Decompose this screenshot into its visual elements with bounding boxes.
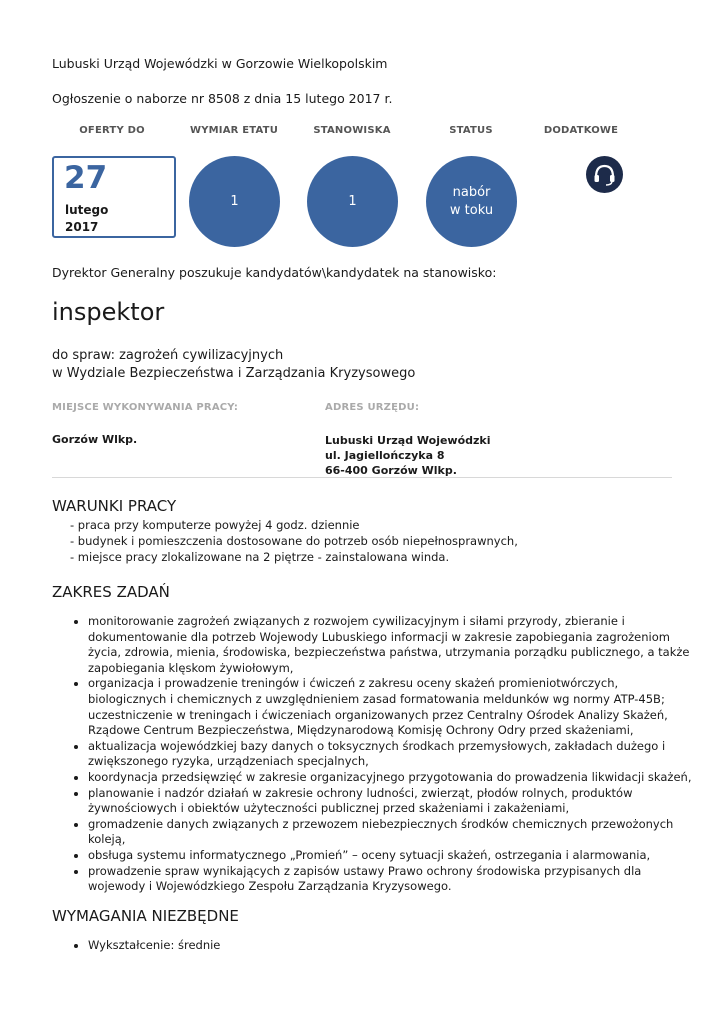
notice-number: Ogłoszenie o naborze nr 8508 z dnia 15 lutego 2017 r. — [52, 91, 393, 106]
zakres-list — [70, 614, 698, 895]
list-item: • koordynacja przedsięwzięć w zakresie organizacyjnego przygotowania do prowadzenia likwidacji skażeń, — [88, 770, 698, 786]
work-place: Gorzów Wlkp. — [52, 433, 138, 446]
deadline-month: lutego — [65, 203, 109, 217]
column-header-stanowiska: STANOWISKA — [313, 125, 391, 136]
status-circle — [426, 156, 517, 247]
list-item: - budynek i pomieszczenia dostosowane do potrzeb osób niepełnosprawnych, — [70, 534, 518, 548]
headset-icon[interactable] — [586, 156, 623, 193]
wymagania-list — [70, 938, 698, 954]
list-item: • organizacja i prowadzenie treningów i ćwiczeń z zakresu oceny skażeń promieniotwórczych, biologicznych i chemicznych z uwzględnieniem zasad formatowania meldunków wg normy ATP-45B; uczestniczenie w treningach i ćwiczeniach organizowanych przez Centralny Ośrodek Analizy Skażeń, Rządowe Centrum Bezpieczeństwa, Międzynarodową Komisję Ochrony Odry przed skażeniami, — [88, 676, 698, 738]
warunki-list — [70, 517, 518, 565]
column-header-status: STATUS — [449, 125, 493, 136]
organization-name: Lubuski Urząd Wojewódzki w Gorzowie Wielkopolskim — [52, 56, 388, 71]
list-item: • prowadzenie spraw wynikających z zapisów ustawy Prawo ochrony środowiska przypisanych dla wojewody i Wojewódzkiego Zespołu Zarządzania Kryzysowego. — [88, 864, 698, 895]
section-heading-warunki: WARUNKI PRACY — [52, 497, 177, 515]
address-line-3: 66-400 Gorzów Wlkp. — [325, 464, 457, 477]
list-item: - miejsce pracy zlokalizowane na 2 piętrze - zainstalowana winda. — [70, 550, 450, 564]
address-line-1: Lubuski Urząd Wojewódzki — [325, 434, 491, 447]
list-item: • aktualizacja wojewódzkiej bazy danych o toksycznych środkach przemysłowych, zakładach dużego i zwiększonego ryzyka, urządzeniach specjalnych, — [88, 739, 698, 770]
column-header-dodatkowe: DODATKOWE — [543, 125, 619, 136]
job-subtitle-2: w Wydziale Bezpieczeństwa i Zarządzania Kryzysowego — [52, 366, 416, 381]
column-header-oferty: OFERTY DO — [79, 125, 145, 136]
address-line-2: ul. Jagiellończyka 8 — [325, 449, 445, 462]
section-heading-wymagania: WYMAGANIA NIEZBĘDNE — [52, 907, 239, 925]
divider — [52, 477, 672, 478]
list-item: • obsługa systemu informatycznego „Promień” – oceny sytuacji skażeń, ostrzegania i alarmowania, — [88, 848, 698, 864]
stanowiska-value: 1 — [348, 193, 357, 209]
deadline-year: 2017 — [65, 220, 99, 234]
list-item: • planowanie i nadzór działań w zakresie ochrony ludności, zwierząt, płodów rolnych, produktów żywnościowych i obiektów użyteczności publicznej przed skażeniami i zakażeniami, — [88, 786, 698, 817]
status-line-1: nabór — [452, 184, 491, 200]
deadline-date-box — [52, 156, 176, 238]
job-subtitle-1: do spraw: zagrożeń cywilizacyjnych — [52, 348, 284, 363]
list-item: - praca przy komputerze powyżej 4 godz. dziennie — [70, 518, 360, 532]
place-label: MIEJSCE WYKONYWANIA PRACY: — [52, 402, 239, 413]
job-title: inspektor — [52, 298, 165, 326]
column-header-etat: WYMIAR ETATU — [189, 125, 279, 136]
list-item: • Wykształcenie: średnie — [88, 938, 698, 954]
list-item: • gromadzenie danych związanych z przewozem niebezpiecznych środków chemicznych przewożonych koleją, — [88, 817, 698, 848]
section-heading-zakres: ZAKRES ZADAŃ — [52, 583, 170, 601]
address-label: ADRES URZĘDU: — [325, 402, 420, 413]
status-line-2: w toku — [449, 202, 494, 218]
etat-value: 1 — [230, 193, 239, 209]
list-item: • monitorowanie zagrożeń związanych z rozwojem cywilizacyjnym i siłami przyrody, zbieranie i dokumentowanie dla potrzeb Wojewody Lubuskiego informacji w zakresie zapobiegania zagrożeniom życia, zdrowia, mienia, środowiska, bezpieczeństwa państwa, utrzymania porządku publicznego, a także zapobiegania klęskom żywiołowym, — [88, 614, 698, 676]
stanowiska-circle — [307, 156, 398, 247]
office-address — [325, 433, 491, 478]
job-intro: Dyrektor Generalny poszukuje kandydatów\kandydatek na stanowisko: — [52, 265, 497, 280]
etat-circle — [189, 156, 280, 247]
deadline-day: 27 — [64, 160, 108, 196]
